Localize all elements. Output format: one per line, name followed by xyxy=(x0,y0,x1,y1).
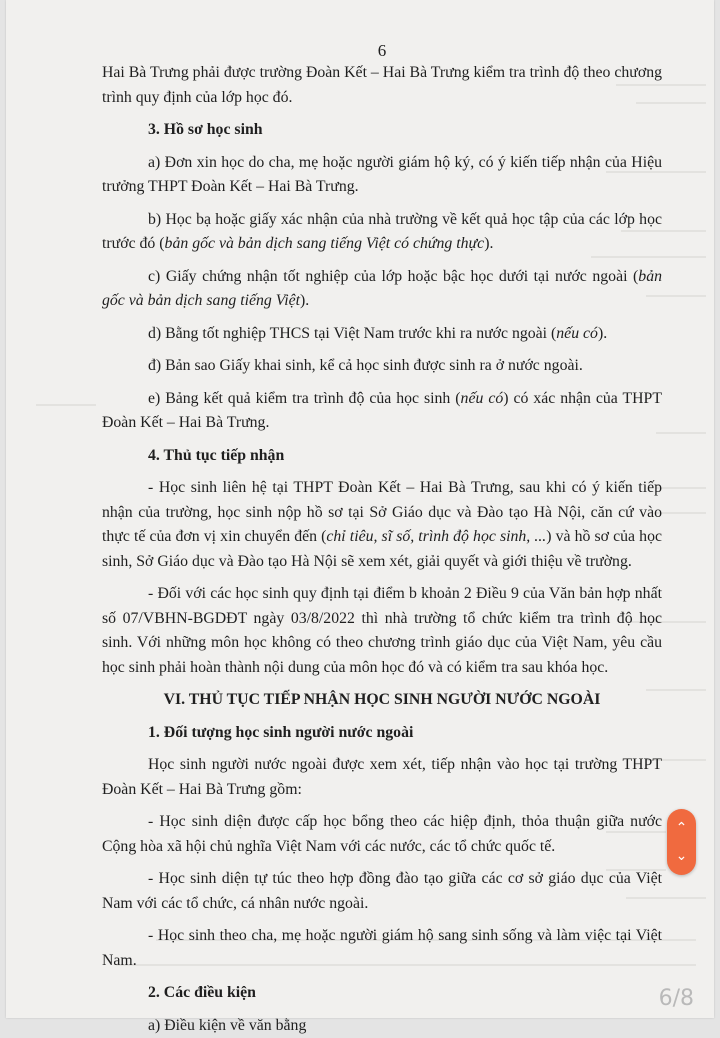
paragraph xyxy=(102,354,662,379)
text-run: c) Giấy chứng nhận tốt nghiệp của lớp hoặc bậc học dưới tại nước ngoài ( xyxy=(148,268,638,285)
italic-text: bản gốc và bản dịch sang tiếng Việt có chứng thực xyxy=(165,235,485,252)
text-run: ). xyxy=(484,235,493,252)
text-run: - Học sinh diện tự túc theo hợp đồng đào tạo giữa các cơ sở giáo dục của Việt Nam với các tổ chức, cá nhân nước ngoài. xyxy=(102,870,662,912)
text-run: ). xyxy=(598,325,607,342)
paragraph xyxy=(102,208,662,257)
section-heading: 2. Các điều kiện xyxy=(102,981,662,1006)
text-run: ). xyxy=(300,292,309,309)
text-run: Học sinh người nước ngoài được xem xét, tiếp nhận vào học tại trường THPT Đoàn Kết – Hai Bà Trưng gồm: xyxy=(102,756,662,798)
paragraph xyxy=(102,810,662,859)
paragraph xyxy=(102,322,662,347)
text-run: a) Điều kiện về văn bằng xyxy=(148,1017,306,1034)
text-run: b) Học bạ hoặc giấy xác nhận của nhà trường về kết quả học tập của các lớp học trước đó ( xyxy=(102,211,662,253)
text-run: ) có xác nhận của THPT Đoàn Kết – Hai Bà Trưng. xyxy=(102,390,662,432)
document-body xyxy=(102,41,662,1038)
page-number: 6 xyxy=(102,41,662,61)
text-run: e) Bảng kết quả kiểm tra trình độ của học sinh ( xyxy=(148,390,461,407)
chevron-down-icon[interactable]: ⌄ xyxy=(667,841,696,871)
text-run: - Học sinh liên hệ tại THPT Đoàn Kết – Hai Bà Trưng, sau khi có ý kiến tiếp nhận của trường, học sinh nộp hồ sơ tại Sở Giáo dục và Đào tạo Hà Nội, căn cứ vào thực tế của đơn vị xin chuyển đến ( xyxy=(102,479,662,545)
italic-text: chỉ tiêu, sĩ số, trình độ học sinh, ... xyxy=(326,528,546,545)
paragraph xyxy=(102,151,662,200)
paragraph xyxy=(102,582,662,680)
section-heading: 3. Hồ sơ học sinh xyxy=(102,118,662,143)
text-run: ) và hồ sơ của học sinh, Sở Giáo dục và Đào tạo Hà Nội sẽ xem xét, giải quyết và giới thiệu về trường. xyxy=(102,528,662,570)
paragraph xyxy=(102,387,662,436)
paragraph xyxy=(102,476,662,574)
text-run: đ) Bản sao Giấy khai sinh, kể cả học sinh được sinh ra ở nước ngoài. xyxy=(148,357,583,374)
paragraph xyxy=(102,265,662,314)
paragraph: Hai Bà Trưng phải được trường Đoàn Kết – Hai Bà Trưng kiểm tra trình độ theo chương trình quy định của lớp học đó. xyxy=(102,61,662,110)
paragraph xyxy=(102,867,662,916)
section-heading: 1. Đối tượng học sinh người nước ngoài xyxy=(102,721,662,746)
section-heading: VI. THỦ TỤC TIẾP NHẬN HỌC SINH NGƯỜI NƯỚC NGOÀI xyxy=(102,688,662,713)
italic-text: nếu có xyxy=(461,390,504,407)
paragraph xyxy=(102,924,662,973)
text-run: a) Đơn xin học do cha, mẹ hoặc người giám hộ ký, có ý kiến tiếp nhận của Hiệu trưởng THPT Đoàn Kết – Hai Bà Trưng. xyxy=(102,154,662,196)
italic-text: nếu có xyxy=(556,325,598,342)
document-page xyxy=(6,0,714,1018)
page-indicator: 6/8 xyxy=(659,986,694,1011)
paragraph xyxy=(102,1014,662,1038)
text-blocks xyxy=(102,61,662,1038)
italic-text: bản gốc và bản dịch sang tiếng Việt xyxy=(102,268,662,310)
text-run: - Đối với các học sinh quy định tại điểm b khoản 2 Điều 9 của Văn bản hợp nhất số 07/VBHN-BGDĐT ngày 03/8/2022 thì nhà trường tổ chức kiểm tra trình độ học sinh. Với những môn học không có theo chương trình giáo dục của Việt Nam, yêu cầu học sinh phải hoàn thành nội dung của môn học đó và có kiểm tra sau khóa học. xyxy=(102,585,662,676)
page-scroll-control[interactable] xyxy=(667,809,696,875)
text-run: - Học sinh theo cha, mẹ hoặc người giám hộ sang sinh sống và làm việc tại Việt Nam. xyxy=(102,927,662,969)
paragraph xyxy=(102,753,662,802)
text-run: - Học sinh diện được cấp học bổng theo các hiệp định, thỏa thuận giữa nước Cộng hòa xã hội chủ nghĩa Việt Nam với các nước, các tổ chức quốc tế. xyxy=(102,813,662,855)
text-run: d) Bằng tốt nghiệp THCS tại Việt Nam trước khi ra nước ngoài ( xyxy=(148,325,556,342)
chevron-up-icon[interactable]: ⌃ xyxy=(667,813,696,843)
section-heading: 4. Thủ tục tiếp nhận xyxy=(102,444,662,469)
